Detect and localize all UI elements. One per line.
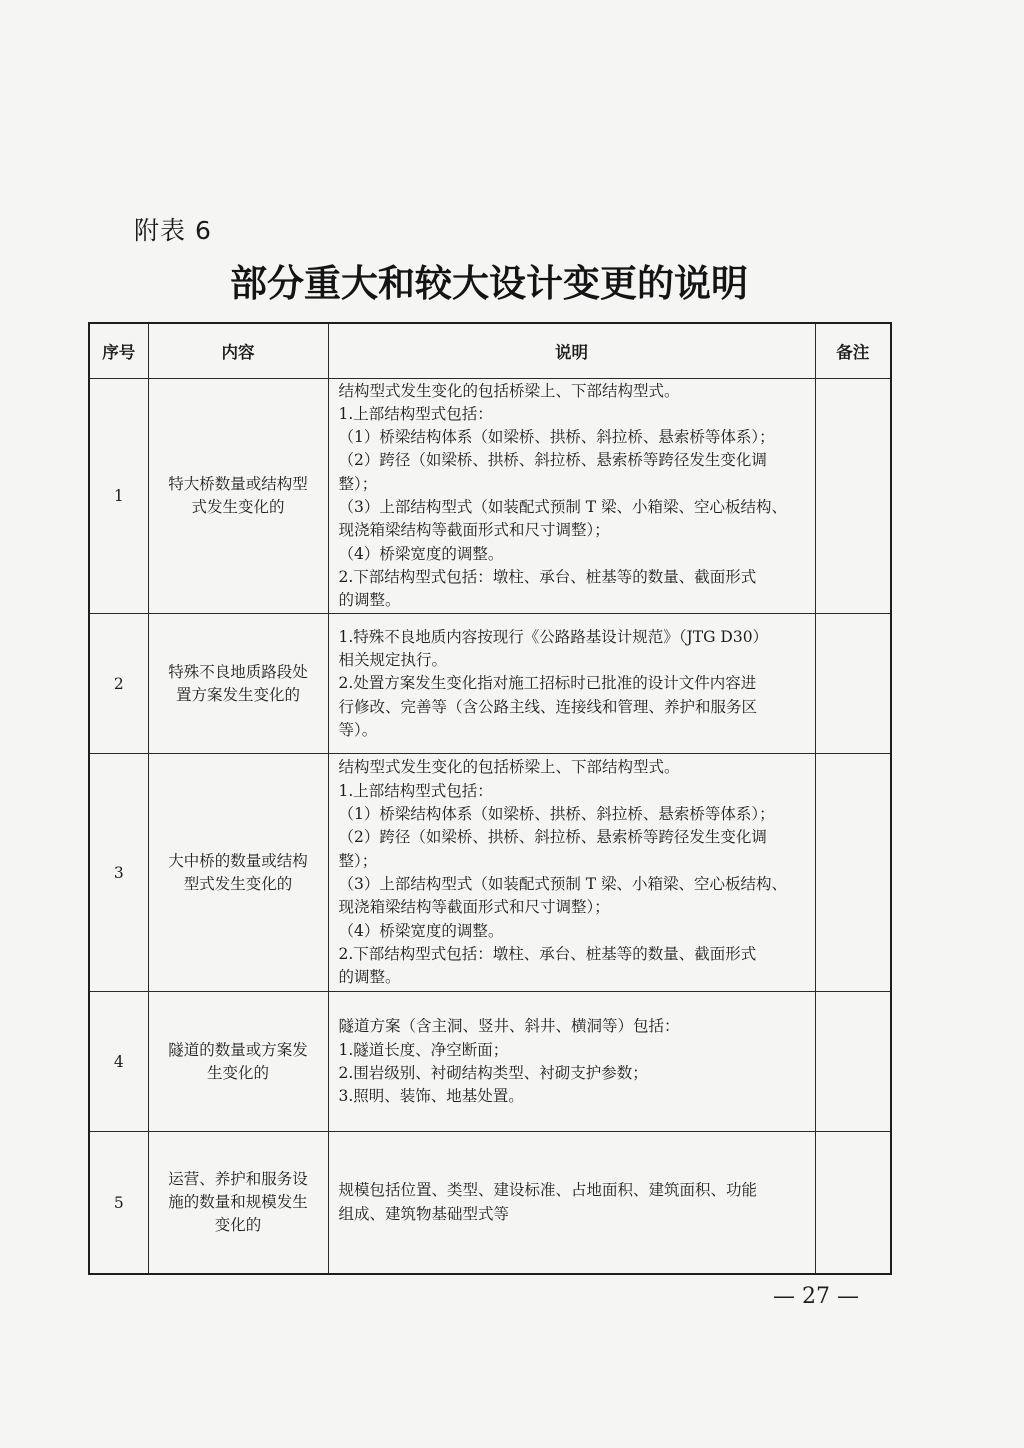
description-line: 行修改、完善等（含公路主线、连接线和管理、养护和服务区 — [338, 697, 758, 716]
header-description: 说明 — [328, 323, 815, 378]
description-line: 现浇箱梁结构等截面形式和尺寸调整）； — [338, 898, 610, 917]
header-remarks: 备注 — [815, 323, 891, 378]
cell-index: 3 — [89, 754, 148, 992]
cell-index: 4 — [89, 992, 148, 1132]
cell-index: 2 — [89, 614, 148, 754]
cell-content — [148, 378, 328, 614]
header-content: 内容 — [148, 323, 328, 378]
description-line: 现浇箱梁结构等截面形式和尺寸调整）； — [338, 521, 610, 540]
table-row — [89, 992, 891, 1132]
design-change-table — [88, 322, 892, 1275]
content-line: 式发生变化的 — [191, 497, 285, 516]
description-line: 1.特殊不良地质内容按现行《公路路基设计规范》（JTG D30） — [338, 627, 769, 646]
content-line: 特大桥数量或结构型 — [168, 474, 308, 493]
table-row — [89, 754, 891, 992]
description-line: 1.隧道长度、净空断面； — [338, 1040, 509, 1059]
description-line: 1.上部结构型式包括： — [338, 781, 493, 800]
description-line: 结构型式发生变化的包括桥梁上、下部结构型式。 — [338, 758, 680, 777]
table-body — [89, 378, 891, 1274]
header-index: 序号 — [89, 323, 148, 378]
cell-content — [148, 992, 328, 1132]
cell-description — [328, 378, 815, 614]
description-line: （4）桥梁宽度的调整。 — [338, 544, 504, 563]
description-line: 等）。 — [338, 720, 378, 739]
cell-description — [328, 1132, 815, 1274]
description-line: 整）； — [338, 851, 378, 870]
description-line: 规模包括位置、类型、建设标准、占地面积、建筑面积、功能 — [338, 1181, 758, 1200]
content-line: 生变化的 — [206, 1063, 269, 1082]
description-line: （1）桥梁结构体系（如梁桥、拱桥、斜拉桥、悬索桥等体系）； — [338, 805, 775, 824]
description-line: （2）跨径（如梁桥、拱桥、斜拉桥、悬索桥等跨径发生变化调 — [338, 828, 767, 847]
description-line: 2.下部结构型式包括：墩柱、承台、桩基等的数量、截面形式 — [338, 567, 757, 586]
description-line: （2）跨径（如梁桥、拱桥、斜拉桥、悬索桥等跨径发生变化调 — [338, 451, 767, 470]
cell-index: 1 — [89, 378, 148, 614]
content-line: 施的数量和规模发生 — [168, 1193, 308, 1212]
table-row — [89, 614, 891, 754]
description-line: （3）上部结构型式（如装配式预制 T 梁、小箱梁、空心板结构、 — [338, 874, 788, 893]
page-title: 部分重大和较大设计变更的说明 — [230, 261, 748, 305]
description-line: 1.上部结构型式包括： — [338, 404, 493, 423]
description-line: 2.围岩级别、衬砌结构类型、衬砌支护参数； — [338, 1063, 648, 1082]
description-line: 隧道方案（含主洞、竖井、斜井、横洞等）包括： — [338, 1017, 680, 1036]
cell-description — [328, 754, 815, 992]
annex-label: 附表 6 — [134, 216, 212, 245]
cell-content — [148, 1132, 328, 1274]
cell-index: 5 — [89, 1132, 148, 1274]
content-line: 型式发生变化的 — [183, 874, 293, 893]
description-line: （3）上部结构型式（如装配式预制 T 梁、小箱梁、空心板结构、 — [338, 497, 788, 516]
cell-description — [328, 614, 815, 754]
table-header — [89, 323, 891, 378]
content-line: 置方案发生变化的 — [175, 685, 300, 704]
page-number: — 27 — — [773, 1284, 859, 1309]
cell-content — [148, 614, 328, 754]
description-line: 结构型式发生变化的包括桥梁上、下部结构型式。 — [338, 381, 680, 400]
cell-remarks — [815, 754, 891, 992]
cell-description — [328, 992, 815, 1132]
cell-remarks — [815, 378, 891, 614]
cell-remarks — [815, 614, 891, 754]
description-line: 2.处置方案发生变化指对施工招标时已批准的设计文件内容进 — [338, 674, 757, 693]
content-line: 运营、养护和服务设 — [168, 1170, 308, 1189]
cell-remarks — [815, 992, 891, 1132]
description-line: （1）桥梁结构体系（如梁桥、拱桥、斜拉桥、悬索桥等体系）； — [338, 428, 775, 447]
description-line: 相关规定执行。 — [338, 651, 448, 670]
description-line: 整）； — [338, 474, 378, 493]
table-row — [89, 1132, 891, 1274]
description-line: 的调整。 — [338, 968, 401, 987]
content-line: 大中桥的数量或结构 — [168, 851, 308, 870]
content-line: 隧道的数量或方案发 — [168, 1040, 308, 1059]
content-line: 特殊不良地质路段处 — [168, 662, 308, 681]
description-line: 的调整。 — [338, 591, 401, 610]
cell-content — [148, 754, 328, 992]
content-line: 变化的 — [214, 1216, 262, 1235]
description-line: 3.照明、装饰、地基处置。 — [338, 1087, 524, 1106]
cell-remarks — [815, 1132, 891, 1274]
description-line: （4）桥梁宽度的调整。 — [338, 921, 504, 940]
description-line: 2.下部结构型式包括：墩柱、承台、桩基等的数量、截面形式 — [338, 944, 757, 963]
table-row — [89, 378, 891, 614]
description-line: 组成、建筑物基础型式等 — [338, 1204, 510, 1223]
table-header-row — [89, 323, 891, 378]
